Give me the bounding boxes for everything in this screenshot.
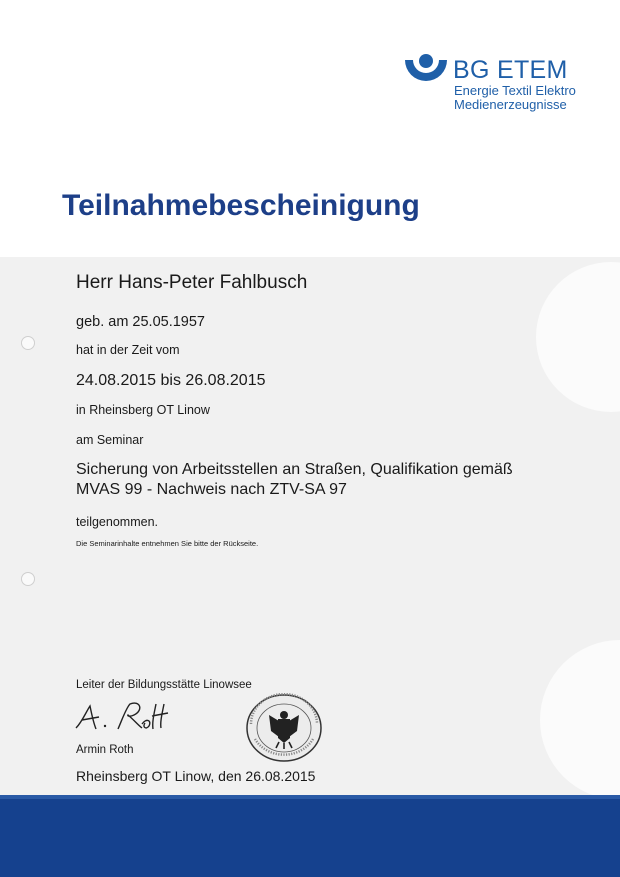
seminar-title-line1: Sicherung von Arbeitsstellen an Straßen, Qualifikation gemäß [76, 461, 513, 478]
footer-band [0, 795, 620, 877]
place-and-date: Rheinsberg OT Linow, den 26.08.2015 [76, 768, 316, 784]
bg-etem-logo-icon [404, 50, 448, 90]
participant-name: Herr Hans-Peter Fahlbusch [76, 272, 308, 293]
logo-subtitle-line1: Energie Textil Elektro [454, 83, 576, 98]
seminar-title-line2: MVAS 99 - Nachweis nach ZTV-SA 97 [76, 481, 347, 498]
birth-date: geb. am 25.05.1957 [76, 314, 205, 330]
reverse-side-note: Die Seminarinhalte entnehmen Sie bitte der Rückseite. [76, 539, 259, 548]
period-intro: hat in der Zeit vom [76, 343, 180, 357]
logo-name: BG ETEM [453, 56, 568, 84]
document-title: Teilnahmebescheinigung [62, 189, 420, 222]
seminar-intro: am Seminar [76, 433, 144, 447]
handwritten-signature [72, 698, 176, 734]
signer-name: Armin Roth [76, 744, 134, 756]
seminar-location: in Rheinsberg OT Linow [76, 403, 210, 417]
signer-role: Leiter der Bildungsstätte Linowsee [76, 679, 252, 691]
footer-edge-line [0, 795, 620, 799]
seminar-period: 24.08.2015 bis 26.08.2015 [76, 372, 266, 389]
punch-hole [21, 572, 35, 586]
logo-subtitle-line2: Medienerzeugnisse [454, 97, 567, 112]
punch-hole [21, 336, 35, 350]
participation-statement: teilgenommen. [76, 515, 158, 529]
official-seal-eagle-icon [245, 693, 323, 763]
